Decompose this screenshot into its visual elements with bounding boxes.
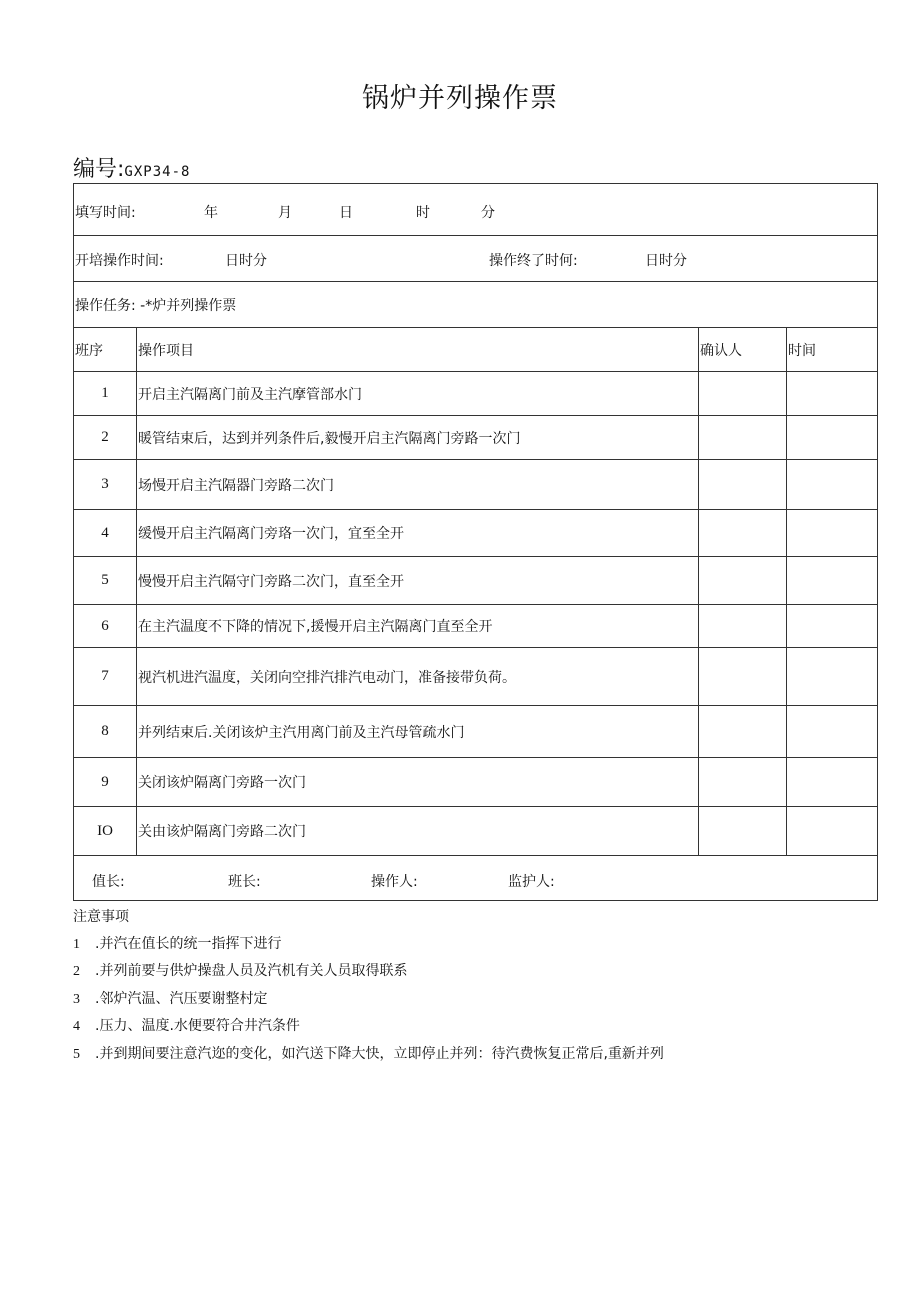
time-cell[interactable] [787,758,878,807]
note-text: .压力、温度.水便要符合井汽条件 [95,1018,300,1034]
fill-time-day: 日 [339,205,353,221]
notes-section [73,904,664,1068]
step-text: 场慢开启主汽隔器门旁路二次门 [137,460,699,510]
signature-operator: 操作人: [371,874,418,890]
note-text: .并列前要与供炉操盘人员及汽机有关人员取得联系 [95,963,408,979]
confirm-cell[interactable] [699,460,787,510]
fill-time-minute: 分 [481,205,495,221]
confirm-cell[interactable] [699,416,787,460]
step-number: 5 [74,557,137,605]
op-time-row [74,236,878,282]
step-number: 1 [74,372,137,416]
header-time: 时间 [787,328,878,372]
time-cell[interactable] [787,372,878,416]
signature-guardian: 监护人: [508,874,555,890]
step-text: 开启主汽隔离门前及主汽摩管部水门 [137,372,699,416]
table-row [74,648,878,706]
note-text: .并到期间要注意汽迩的变化，如汽送下降大快，立即停止并列：待汽费恢复正常后,重新并列 [95,1045,664,1062]
note-text: .并汽在值长的统一指挥下进行 [95,935,282,952]
step-number: IO [74,807,137,856]
fill-time-row [74,184,878,236]
step-number: 4 [74,510,137,557]
note-number: 4 [73,1019,80,1034]
confirm-cell[interactable] [699,758,787,807]
fill-time-hour: 时 [416,205,430,221]
table-row [74,372,878,416]
header-row [74,328,878,372]
note-number: 5 [73,1046,80,1062]
table-row [74,605,878,648]
start-time-value: 日时分 [225,253,267,269]
table-row [74,460,878,510]
step-number: 6 [74,605,137,648]
step-number: 9 [74,758,137,807]
table-row [74,807,878,856]
end-time-value: 日时分 [645,253,687,269]
header-seq: 班序 [74,328,137,372]
header-item: 操作项目 [137,328,699,372]
step-number: 3 [74,460,137,510]
time-cell[interactable] [787,807,878,856]
step-number: 8 [74,706,137,758]
step-text: 关由该炉隔离门旁路二次门 [137,807,699,856]
operation-ticket-table [73,183,878,901]
confirm-cell[interactable] [699,557,787,605]
code-label: 编号: [73,157,125,182]
table-row [74,706,878,758]
start-time-label: 开培操作时间: [75,253,164,269]
task-row [74,282,878,328]
step-text: 慢慢开启主汽隔守门旁路二次门，直至全开 [137,557,699,605]
step-text: 视汽机进汽温度，关闭向空排汽排汽电动门，准备接带负荷。 [137,648,699,706]
confirm-cell[interactable] [699,510,787,557]
document-code [73,152,190,183]
time-cell[interactable] [787,460,878,510]
time-cell[interactable] [787,510,878,557]
time-cell[interactable] [787,706,878,758]
list-item [73,958,664,986]
list-item [73,1013,664,1041]
time-cell[interactable] [787,648,878,706]
time-cell[interactable] [787,557,878,605]
fill-time-year: 年 [204,205,218,221]
header-confirm: 确认人 [699,328,787,372]
fill-time-month: 月 [278,205,292,221]
step-text: 关闭该炉隔离门旁路一次门 [137,758,699,807]
confirm-cell[interactable] [699,807,787,856]
end-time-label: 操作终了时何: [489,253,578,269]
list-item [73,931,664,959]
step-text: 并列结束后.关闭该炉主汽用离门前及主汽母管疏水门 [137,706,699,758]
confirm-cell[interactable] [699,605,787,648]
confirm-cell[interactable] [699,648,787,706]
note-number: 2 [73,964,80,979]
time-cell[interactable] [787,605,878,648]
page-title: 锅炉并列操作票 [362,83,558,114]
fill-time-label: 填写时间: [75,205,136,221]
list-item [73,1041,664,1069]
table-row [74,557,878,605]
step-number: 2 [74,416,137,460]
code-value: GXP34-8 [124,164,191,180]
note-number: 3 [73,991,80,1007]
table-row [74,758,878,807]
table-row [74,510,878,557]
confirm-cell[interactable] [699,706,787,758]
note-text: .邻炉汽温、汽压要谢整村定 [95,990,268,1007]
task-text: 操作任务: -*炉并列操作票 [74,282,878,328]
step-number: 7 [74,648,137,706]
step-text: 在主汽温度不下降的情况下,援慢开启主汽隔离门直至全开 [137,605,699,648]
signature-monitor: 班长: [228,874,261,890]
signature-chief: 值长: [92,874,125,890]
time-cell[interactable] [787,416,878,460]
note-number: 1 [73,936,80,952]
step-text: 缓慢开启主汽隔离门旁珞一次门，宜至全开 [137,510,699,557]
step-text: 暖管结束后，达到并列条件后,毅慢开启主汽隔离门旁路一次门 [137,416,699,460]
table-row [74,416,878,460]
confirm-cell[interactable] [699,372,787,416]
list-item [73,986,664,1014]
signature-row [74,856,878,901]
notes-title: 注意事项 [73,909,129,925]
